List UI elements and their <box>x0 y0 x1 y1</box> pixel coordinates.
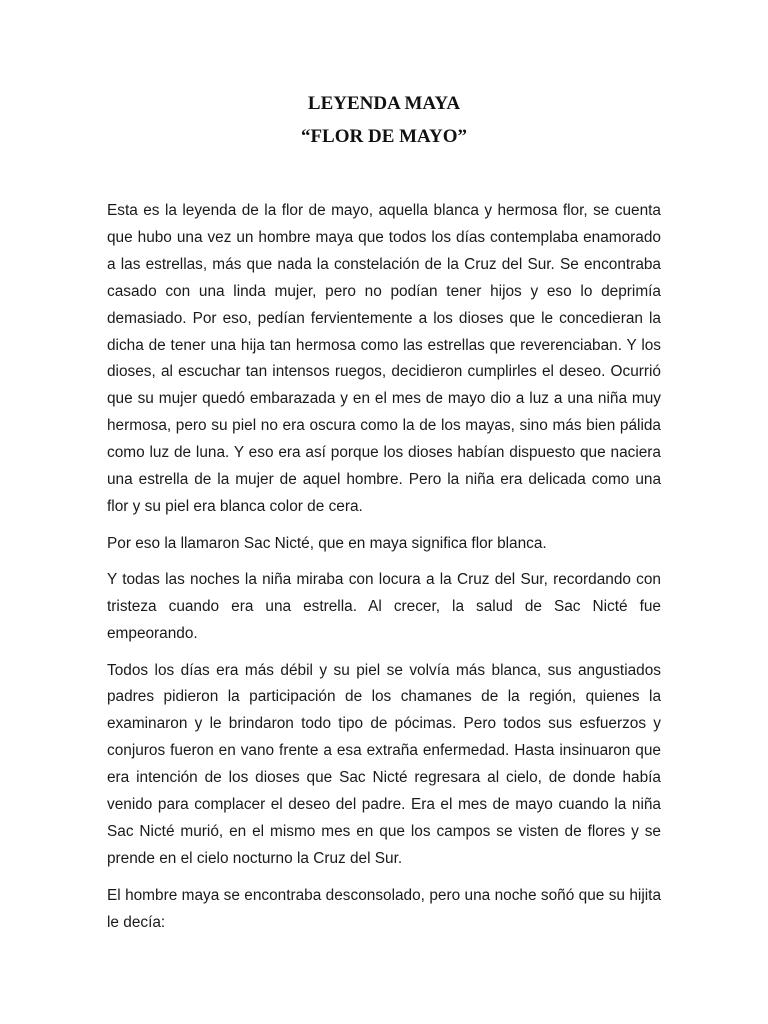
document-subtitle: “FLOR DE MAYO” <box>300 126 468 147</box>
paragraph-1: Esta es la leyenda de la flor de mayo, aquella blanca y hermosa flor, se cuenta que hubo una vez un hombre maya que todos los días contemplaba enamorado a las estrellas, más que nada la constelación de la Cruz del Sur. Se encontraba casado con una linda mujer, pero no podían tener hijos y eso lo deprimía demasiado. Por eso, pedían fervientemente a los dioses que le concedieran la dicha de tener una hija tan hermosa como las estrellas que reverenciaban. Y los dioses, al escuchar tan intensos ruegos, decidieron cumplirles el deseo. Ocurrió que su mujer quedó embarazada y en el mes de mayo dio a luz a una niña muy hermosa, pero su piel no era oscura como la de los mayas, sino más bien pálida como luz de luna. Y eso era así porque los dioses habían dispuesto que naciera una estrella de la mujer de aquel hombre. Pero la niña era delicada como una flor y su piel era blanca color de cera. <box>107 202 661 515</box>
title-block <box>0 92 768 149</box>
paragraph-5: El hombre maya se encontraba desconsolado, pero una noche soñó que su hijita le decía: <box>107 886 661 931</box>
paragraph-4: Todos los días era más débil y su piel se volvía más blanca, sus angustiados padres pidieron la participación de los chamanes de la región, quienes la examinaron y le brindaron todo tipo de pócimas. Pero todos sus esfuerzos y conjuros fueron en vano frente a esa extraña enfermedad. Hasta insinuaron que era intención de los dioses que Sac Nicté regresara al cielo, de donde había venido para complacer el deseo del padre. Era el mes de mayo cuando la niña Sac Nicté murió, en el mismo mes en que los campos se visten de flores y se prende en el cielo nocturno la Cruz del Sur. <box>107 661 661 867</box>
paragraph-3: Y todas las noches la niña miraba con locura a la Cruz del Sur, recordando con tristeza cuando era una estrella. Al crecer, la salud de Sac Nicté fue empeorando. <box>107 570 661 642</box>
paragraph-2: Por eso la llamaron Sac Nicté, que en maya significa flor blanca. <box>107 534 547 552</box>
document-title: LEYENDA MAYA <box>307 93 461 114</box>
document-body <box>107 198 661 947</box>
